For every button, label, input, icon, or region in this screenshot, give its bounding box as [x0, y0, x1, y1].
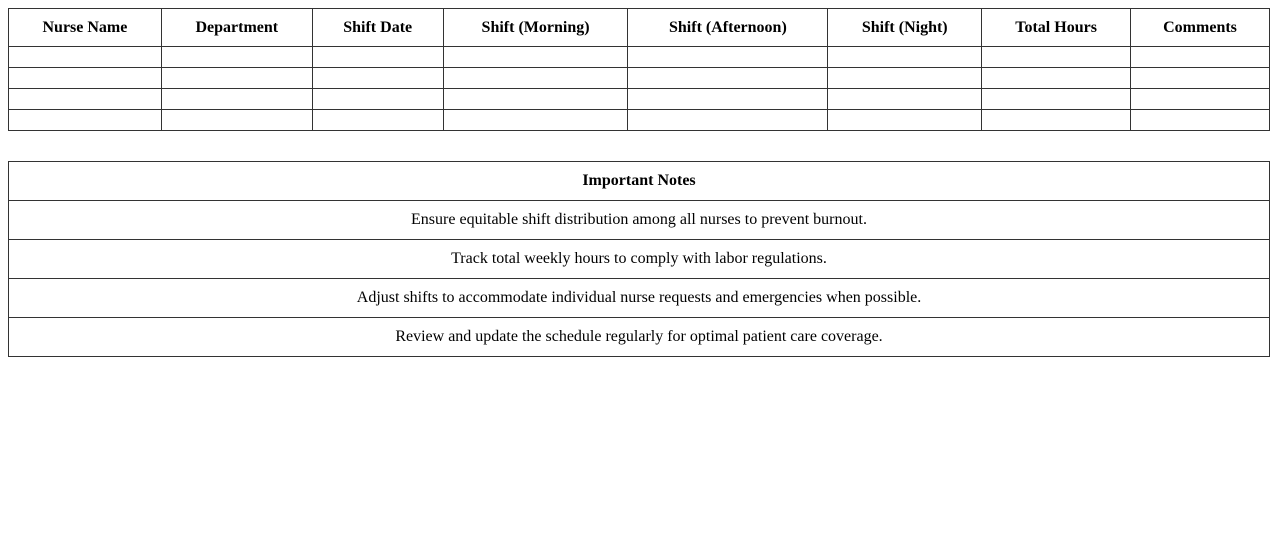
table-cell[interactable] [982, 47, 1131, 68]
table-cell[interactable] [161, 47, 312, 68]
notes-header-row [9, 162, 1270, 201]
table-header-row [9, 9, 1270, 47]
table-cell[interactable] [828, 47, 982, 68]
table-cell[interactable] [628, 89, 828, 110]
table-row [9, 89, 1270, 110]
table-cell[interactable] [161, 110, 312, 131]
table-cell[interactable] [443, 47, 628, 68]
table-row [9, 47, 1270, 68]
table-cell[interactable] [628, 47, 828, 68]
table-cell[interactable] [982, 68, 1131, 89]
column-header-total-hours: Total Hours [982, 9, 1131, 47]
table-cell[interactable] [828, 110, 982, 131]
table-cell[interactable] [312, 110, 443, 131]
notes-title: Important Notes [9, 162, 1270, 201]
column-header-department: Department [161, 9, 312, 47]
column-header-nurse-name: Nurse Name [9, 9, 162, 47]
table-cell[interactable] [1131, 110, 1270, 131]
table-cell[interactable] [312, 89, 443, 110]
table-cell[interactable] [982, 110, 1131, 131]
table-cell[interactable] [161, 89, 312, 110]
table-cell[interactable] [443, 110, 628, 131]
table-cell[interactable] [443, 89, 628, 110]
table-cell[interactable] [9, 89, 162, 110]
table-cell[interactable] [828, 89, 982, 110]
table-cell[interactable] [312, 68, 443, 89]
table-cell[interactable] [628, 110, 828, 131]
table-cell[interactable] [312, 47, 443, 68]
column-header-shift-night: Shift (Night) [828, 9, 982, 47]
note-row [9, 279, 1270, 318]
note-item: Adjust shifts to accommodate individual nurse requests and emergencies when possible. [9, 279, 1270, 318]
table-cell[interactable] [1131, 68, 1270, 89]
table-cell[interactable] [9, 110, 162, 131]
note-row [9, 240, 1270, 279]
table-cell[interactable] [1131, 89, 1270, 110]
table-cell[interactable] [161, 68, 312, 89]
note-row [9, 201, 1270, 240]
column-header-shift-date: Shift Date [312, 9, 443, 47]
note-row [9, 318, 1270, 357]
table-row [9, 110, 1270, 131]
table-cell[interactable] [1131, 47, 1270, 68]
column-header-comments: Comments [1131, 9, 1270, 47]
table-cell[interactable] [982, 89, 1131, 110]
table-cell[interactable] [443, 68, 628, 89]
note-item: Ensure equitable shift distribution among all nurses to prevent burnout. [9, 201, 1270, 240]
table-cell[interactable] [9, 68, 162, 89]
table-cell[interactable] [9, 47, 162, 68]
column-header-shift-afternoon: Shift (Afternoon) [628, 9, 828, 47]
important-notes-table [8, 161, 1270, 357]
note-item: Review and update the schedule regularly for optimal patient care coverage. [9, 318, 1270, 357]
nurse-schedule-table [8, 8, 1270, 131]
table-cell[interactable] [628, 68, 828, 89]
note-item: Track total weekly hours to comply with labor regulations. [9, 240, 1270, 279]
table-row [9, 68, 1270, 89]
column-header-shift-morning: Shift (Morning) [443, 9, 628, 47]
table-cell[interactable] [828, 68, 982, 89]
